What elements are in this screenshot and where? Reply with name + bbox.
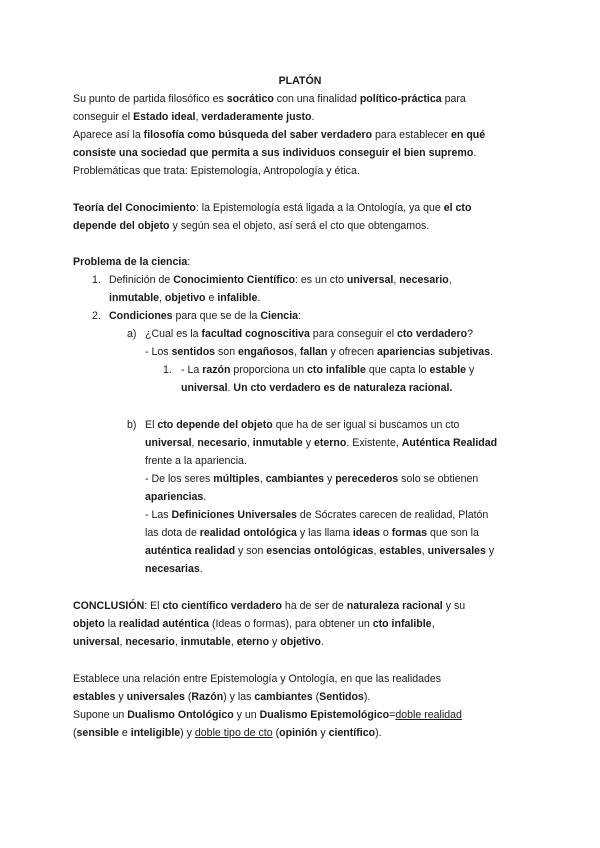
sub-b-line-9: necesarias. <box>145 563 203 575</box>
sub-a-item-line-1: - La razón proporciona un cto infalible que capta lo estable y <box>181 364 475 376</box>
teoria-line-2: depende del objeto y según sea el objeto, así será el cto que obtengamos. <box>73 220 430 232</box>
conclusion-line-3: universal, necesario, inmutable, eterno y objetivo. <box>73 636 324 648</box>
final-line-4: (sensible e inteligible) y doble tipo de cto (opinión y científico). <box>73 727 382 739</box>
sub-b-line-6: - Las Definiciones Universales de Sócrates carecen de realidad, Platón <box>145 509 489 521</box>
final-line-1: Establece una relación entre Epistemología y Ontología, en que las realidades <box>73 673 442 685</box>
intro-line-4: consiste una sociedad que permita a sus individuos conseguir el bien supremo. <box>73 147 477 159</box>
final-line-3: Supone un Dualismo Ontológico y un Dualismo Epistemológico=doble realidad <box>73 709 462 721</box>
sub-a-item-line-2: universal. Un cto verdadero es de naturaleza racional. <box>181 382 453 394</box>
sub-b-marker: b) <box>127 419 137 431</box>
item-1-number: 1. <box>92 274 101 286</box>
sub-b-line-2: universal, necesario, inmutable y eterno. Existente, Auténtica Realidad <box>145 437 498 449</box>
problema-heading: Problema de la ciencia: <box>73 256 191 268</box>
intro-line-3: Aparece así la filosofía como búsqueda del saber verdadero para establecer en qué <box>73 129 486 141</box>
item-1-line-2: inmutable, objetivo e infalible. <box>109 292 261 304</box>
final-line-2: estables y universales (Razón) y las cambiantes (Sentidos). <box>73 691 371 703</box>
item-1-line-1: Definición de Conocimiento Científico: es un cto universal, necesario, <box>109 274 452 286</box>
sub-b-line-1: El cto depende del objeto que ha de ser igual si buscamos un cto <box>145 419 460 431</box>
sub-b-line-5: apariencias. <box>145 491 207 503</box>
sub-b-line-4: - De los seres múltiples, cambiantes y perecederos solo se obtienen <box>145 473 479 485</box>
conclusion-line-1: CONCLUSIÓN: El cto científico verdadero ha de ser de naturaleza racional y su <box>73 600 466 612</box>
item-2-number: 2. <box>92 310 101 322</box>
sub-a-marker: a) <box>127 328 137 340</box>
page-title: PLATÓN <box>278 75 322 87</box>
intro-line-5: Problemáticas que trata: Epistemología, Antropología y ética. <box>73 165 360 177</box>
intro-line-1: Su punto de partida filosófico es socrático con una finalidad político-práctica para <box>73 93 466 105</box>
sub-b-line-7: las dota de realidad ontológica y las llama ideas o formas que son la <box>145 527 479 539</box>
intro-line-2: conseguir el Estado ideal, verdaderamente justo. <box>73 111 315 123</box>
sub-a-line-2: - Los sentidos son engañosos, fallan y ofrecen apariencias subjetivas. <box>145 346 494 358</box>
sub-a-item-number: 1. <box>163 364 172 376</box>
sub-b-line-8: auténtica realidad y son esencias ontológicas, estables, universales y <box>145 545 495 557</box>
conclusion-line-2: objeto la realidad auténtica (Ideas o formas), para obtener un cto infalible, <box>73 618 435 630</box>
sub-a-line-1: ¿Cual es la facultad cognoscitiva para conseguir el cto verdadero? <box>145 328 473 340</box>
sub-b-line-3: frente a la apariencia. <box>145 455 247 467</box>
teoria-line-1: Teoría del Conocimiento: la Epistemología está ligada a la Ontología, ya que el cto <box>73 202 472 214</box>
item-2-line-1: Condiciones para que se de la Ciencia: <box>109 310 301 322</box>
